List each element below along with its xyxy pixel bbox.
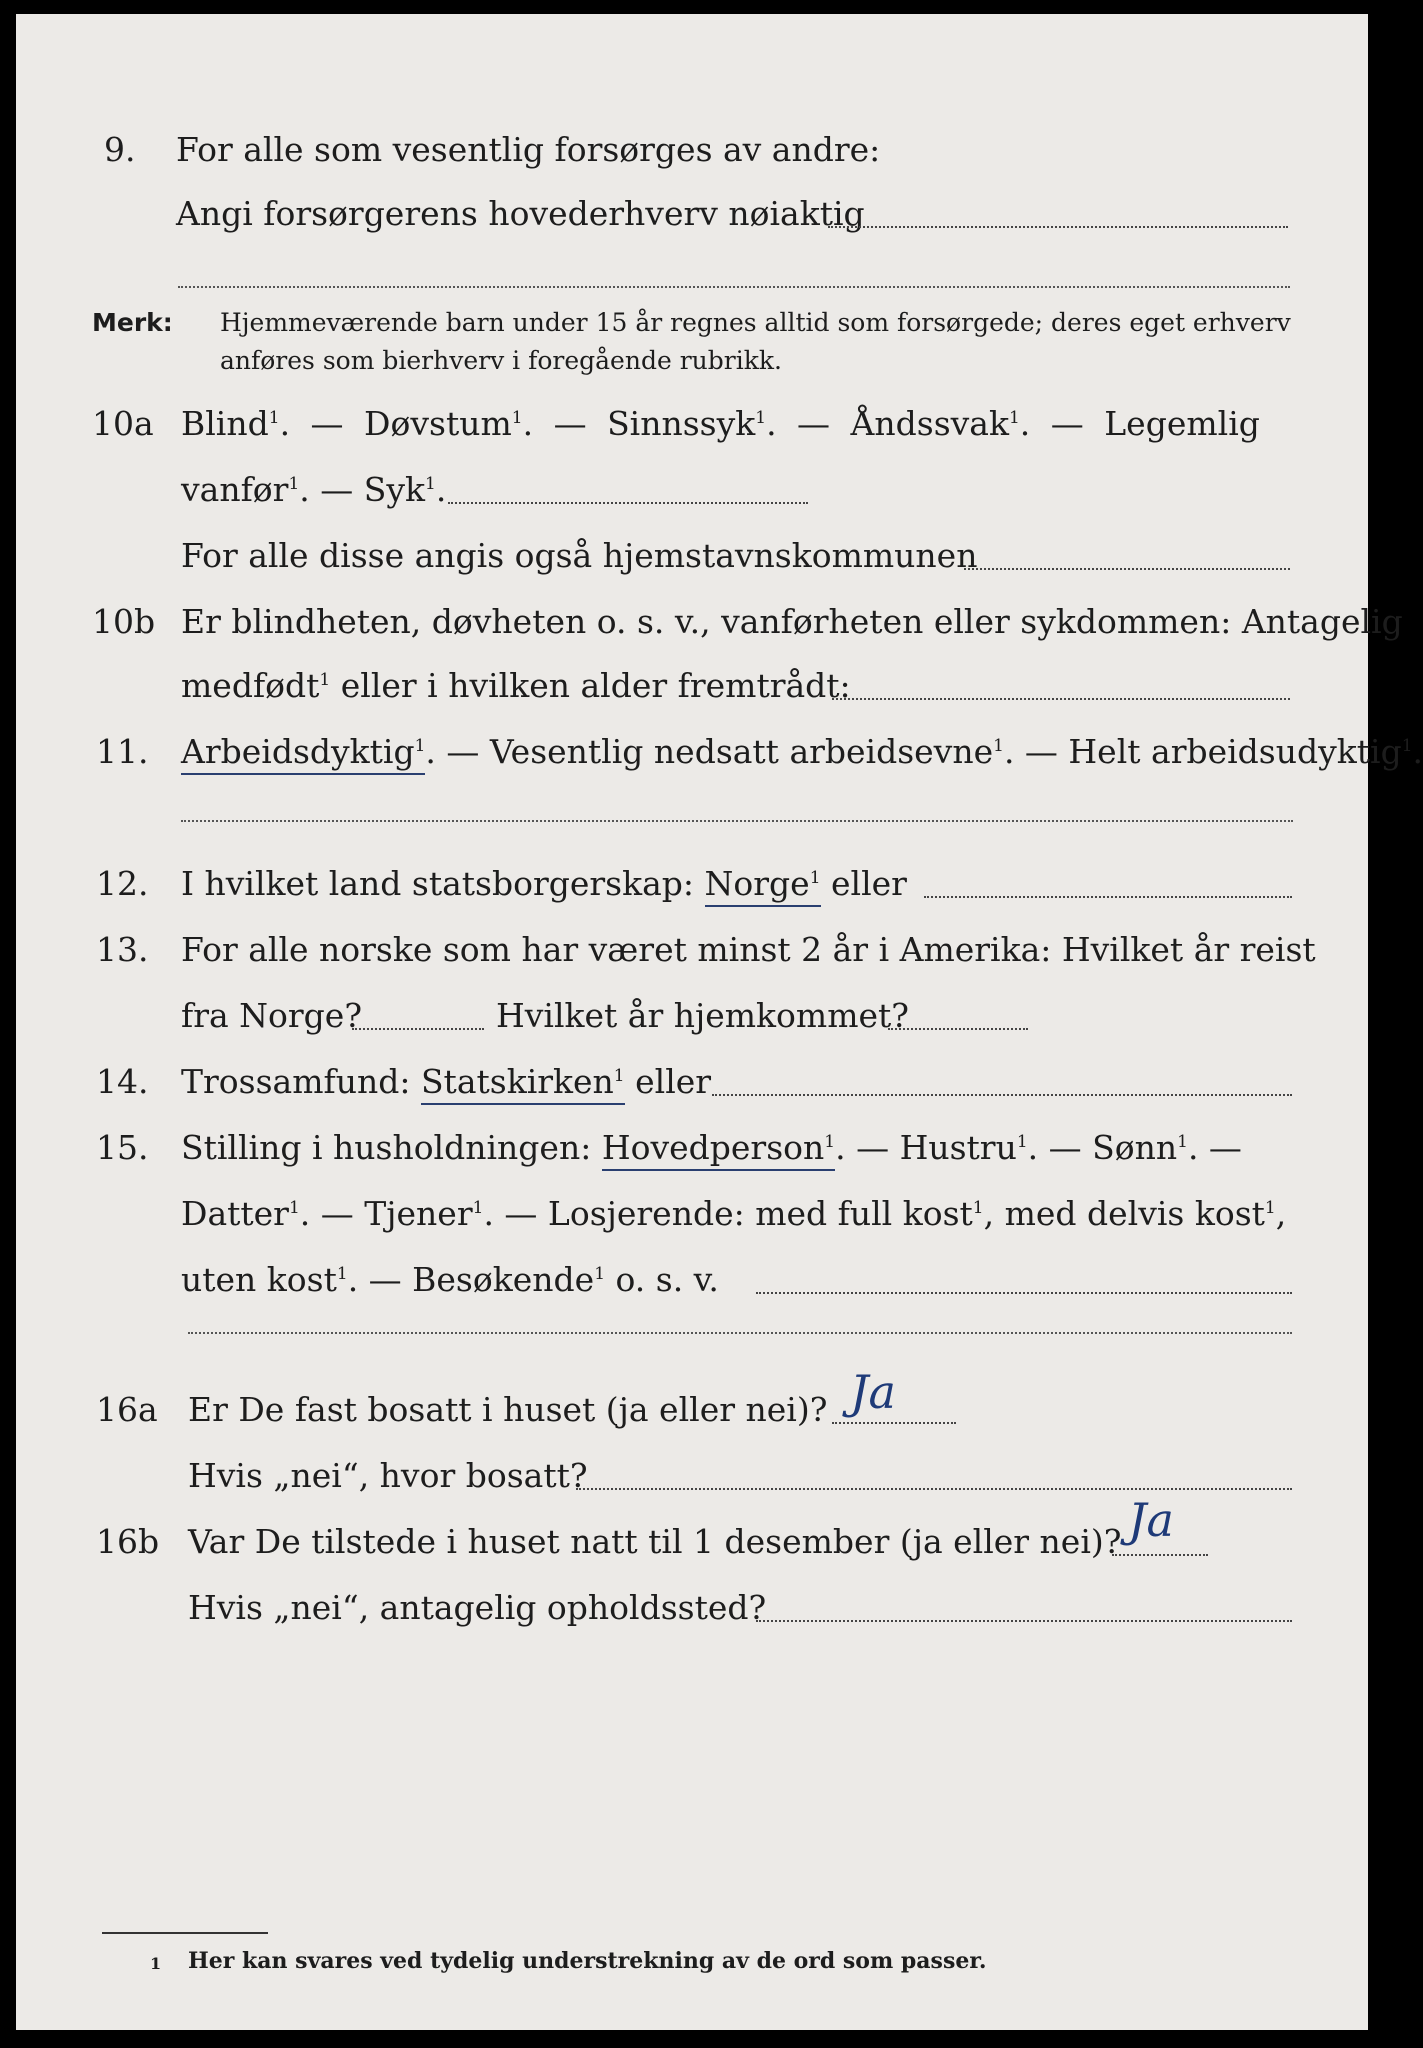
question-14 (16, 1052, 1368, 1112)
answer-line[interactable] (448, 502, 808, 504)
answer-line[interactable] (888, 1028, 1028, 1030)
answer-line[interactable] (712, 1094, 1292, 1096)
footnote-mark: 1 (150, 1954, 162, 1973)
question-text: Hvis „nei“, antagelig opholdssted? (188, 1588, 767, 1627)
note-merk-line2 (16, 342, 1368, 402)
question-text: Stilling i husholdningen: Hovedperson$^1$. — Hustru$^1$. — Sønn$^1$. — (181, 1118, 1242, 1178)
footnote-text: Her kan svares ved tydelig understrekning av de ord som passer. (188, 1948, 987, 1974)
question-9-line2 (16, 184, 1368, 244)
question-text: Var De tilstede i huset natt til 1 desember (ja eller nei)? (188, 1522, 1122, 1561)
question-15-line3 (16, 1250, 1368, 1310)
question-number: 11. (96, 732, 149, 771)
question-10a-line3 (16, 526, 1368, 586)
answer-line[interactable] (832, 698, 1290, 700)
question-text: For alle disse angis også hjemstavnskommunen (181, 536, 978, 575)
question-text: medfødt$^1$ eller i hvilken alder fremtrådt: (181, 666, 851, 705)
underlined-option[interactable]: Statskirken$^1$ (421, 1062, 625, 1105)
question-text: Er blindheten, døvheten o. s. v., vanførheten eller sykdommen: Antagelig (181, 602, 1403, 641)
question-10b (16, 592, 1403, 652)
underlined-option[interactable]: Hovedperson$^1$ (602, 1128, 835, 1171)
question-text: fra Norge? (181, 996, 363, 1035)
question-text: Datter$^1$. — Tjener$^1$. — Losjerende: med full kost$^1$, med delvis kost$^1$, (181, 1194, 1287, 1233)
question-text: Hvilket år hjemkommet? (496, 996, 909, 1035)
answer-line[interactable] (924, 896, 1292, 898)
answer-line[interactable] (756, 1620, 1292, 1622)
answer-line[interactable] (756, 1292, 1292, 1294)
question-15-line2 (16, 1184, 1368, 1244)
question-number: 10b (92, 602, 156, 641)
question-11 (16, 722, 1423, 782)
question-number: 15. (96, 1128, 149, 1167)
note-label: Merk: (92, 308, 173, 337)
answer-line[interactable] (352, 1028, 484, 1030)
question-number: 10a (92, 404, 154, 443)
census-form-page (16, 14, 1423, 2030)
question-text: Angi forsørgerens hovederhverv nøiaktig (176, 194, 865, 233)
question-16a (16, 1365, 1368, 1440)
question-text: For alle norske som har været minst 2 år i Amerika: Hvilket år reist (181, 930, 1316, 969)
question-10b-line2 (16, 656, 1368, 716)
question-number: 16a (96, 1390, 158, 1429)
answer-line[interactable] (828, 226, 1288, 228)
answer-line[interactable] (178, 286, 1290, 288)
answer-line[interactable] (964, 568, 1290, 570)
question-text: Er De fast bosatt i huset (ja eller nei)? (188, 1390, 828, 1429)
answer-line[interactable] (832, 1422, 956, 1424)
answer-line[interactable] (188, 1332, 1292, 1334)
footnote-rule (102, 1932, 268, 1934)
question-13-line2 (16, 986, 1368, 1046)
question-13 (16, 920, 1368, 980)
question-text: vanfør$^1$. — Syk$^1$. (181, 470, 447, 509)
question-15 (16, 1118, 1368, 1178)
answer-line[interactable] (576, 1488, 1292, 1490)
underlined-option[interactable]: Norge$^1$ (705, 864, 821, 907)
question-10a-line2 (16, 460, 1368, 520)
underlined-option[interactable]: Arbeidsdyktig$^1$ (181, 732, 425, 775)
note-text: anføres som bierhverv i foregående rubrikk. (220, 346, 782, 375)
answer-line[interactable] (181, 820, 1293, 822)
question-text: Hvis „nei“, hvor bosatt? (188, 1456, 588, 1495)
question-number: 13. (96, 930, 149, 969)
question-number: 9. (104, 130, 136, 169)
question-number: 14. (96, 1062, 149, 1101)
handwritten-answer: Ja (1128, 1493, 1174, 1547)
question-text: uten kost$^1$. — Besøkende$^1$ o. s. v. (181, 1260, 719, 1299)
question-number: 12. (96, 864, 149, 903)
question-12 (16, 854, 1368, 914)
question-16b-line2 (16, 1578, 1368, 1638)
question-text: Arbeidsdyktig$^1$. — Vesentlig nedsatt arbeidsevne$^1$. — Helt arbeidsudyktig$^1$. (181, 722, 1423, 782)
answer-line[interactable] (1112, 1554, 1208, 1556)
question-16b (16, 1493, 1368, 1572)
question-text: I hvilket land statsborgerskap: Norge$^1$ eller (181, 854, 907, 914)
note-text: Hjemmeværende barn under 15 år regnes alltid som forsørgede; deres eget erhverv (220, 308, 1291, 337)
question-number: 16b (96, 1522, 160, 1561)
question-9 (16, 120, 1368, 180)
question-10a (16, 394, 1368, 454)
question-text: For alle som vesentlig forsørges av andre: (176, 130, 881, 169)
question-text: Blind$^1$. — Døvstum$^1$. — Sinnssyk$^1$. — Åndssvak$^1$. — Legemlig (181, 404, 1260, 443)
handwritten-answer: Ja (850, 1365, 896, 1419)
question-text: Trossamfund: Statskirken$^1$ eller (181, 1052, 711, 1112)
